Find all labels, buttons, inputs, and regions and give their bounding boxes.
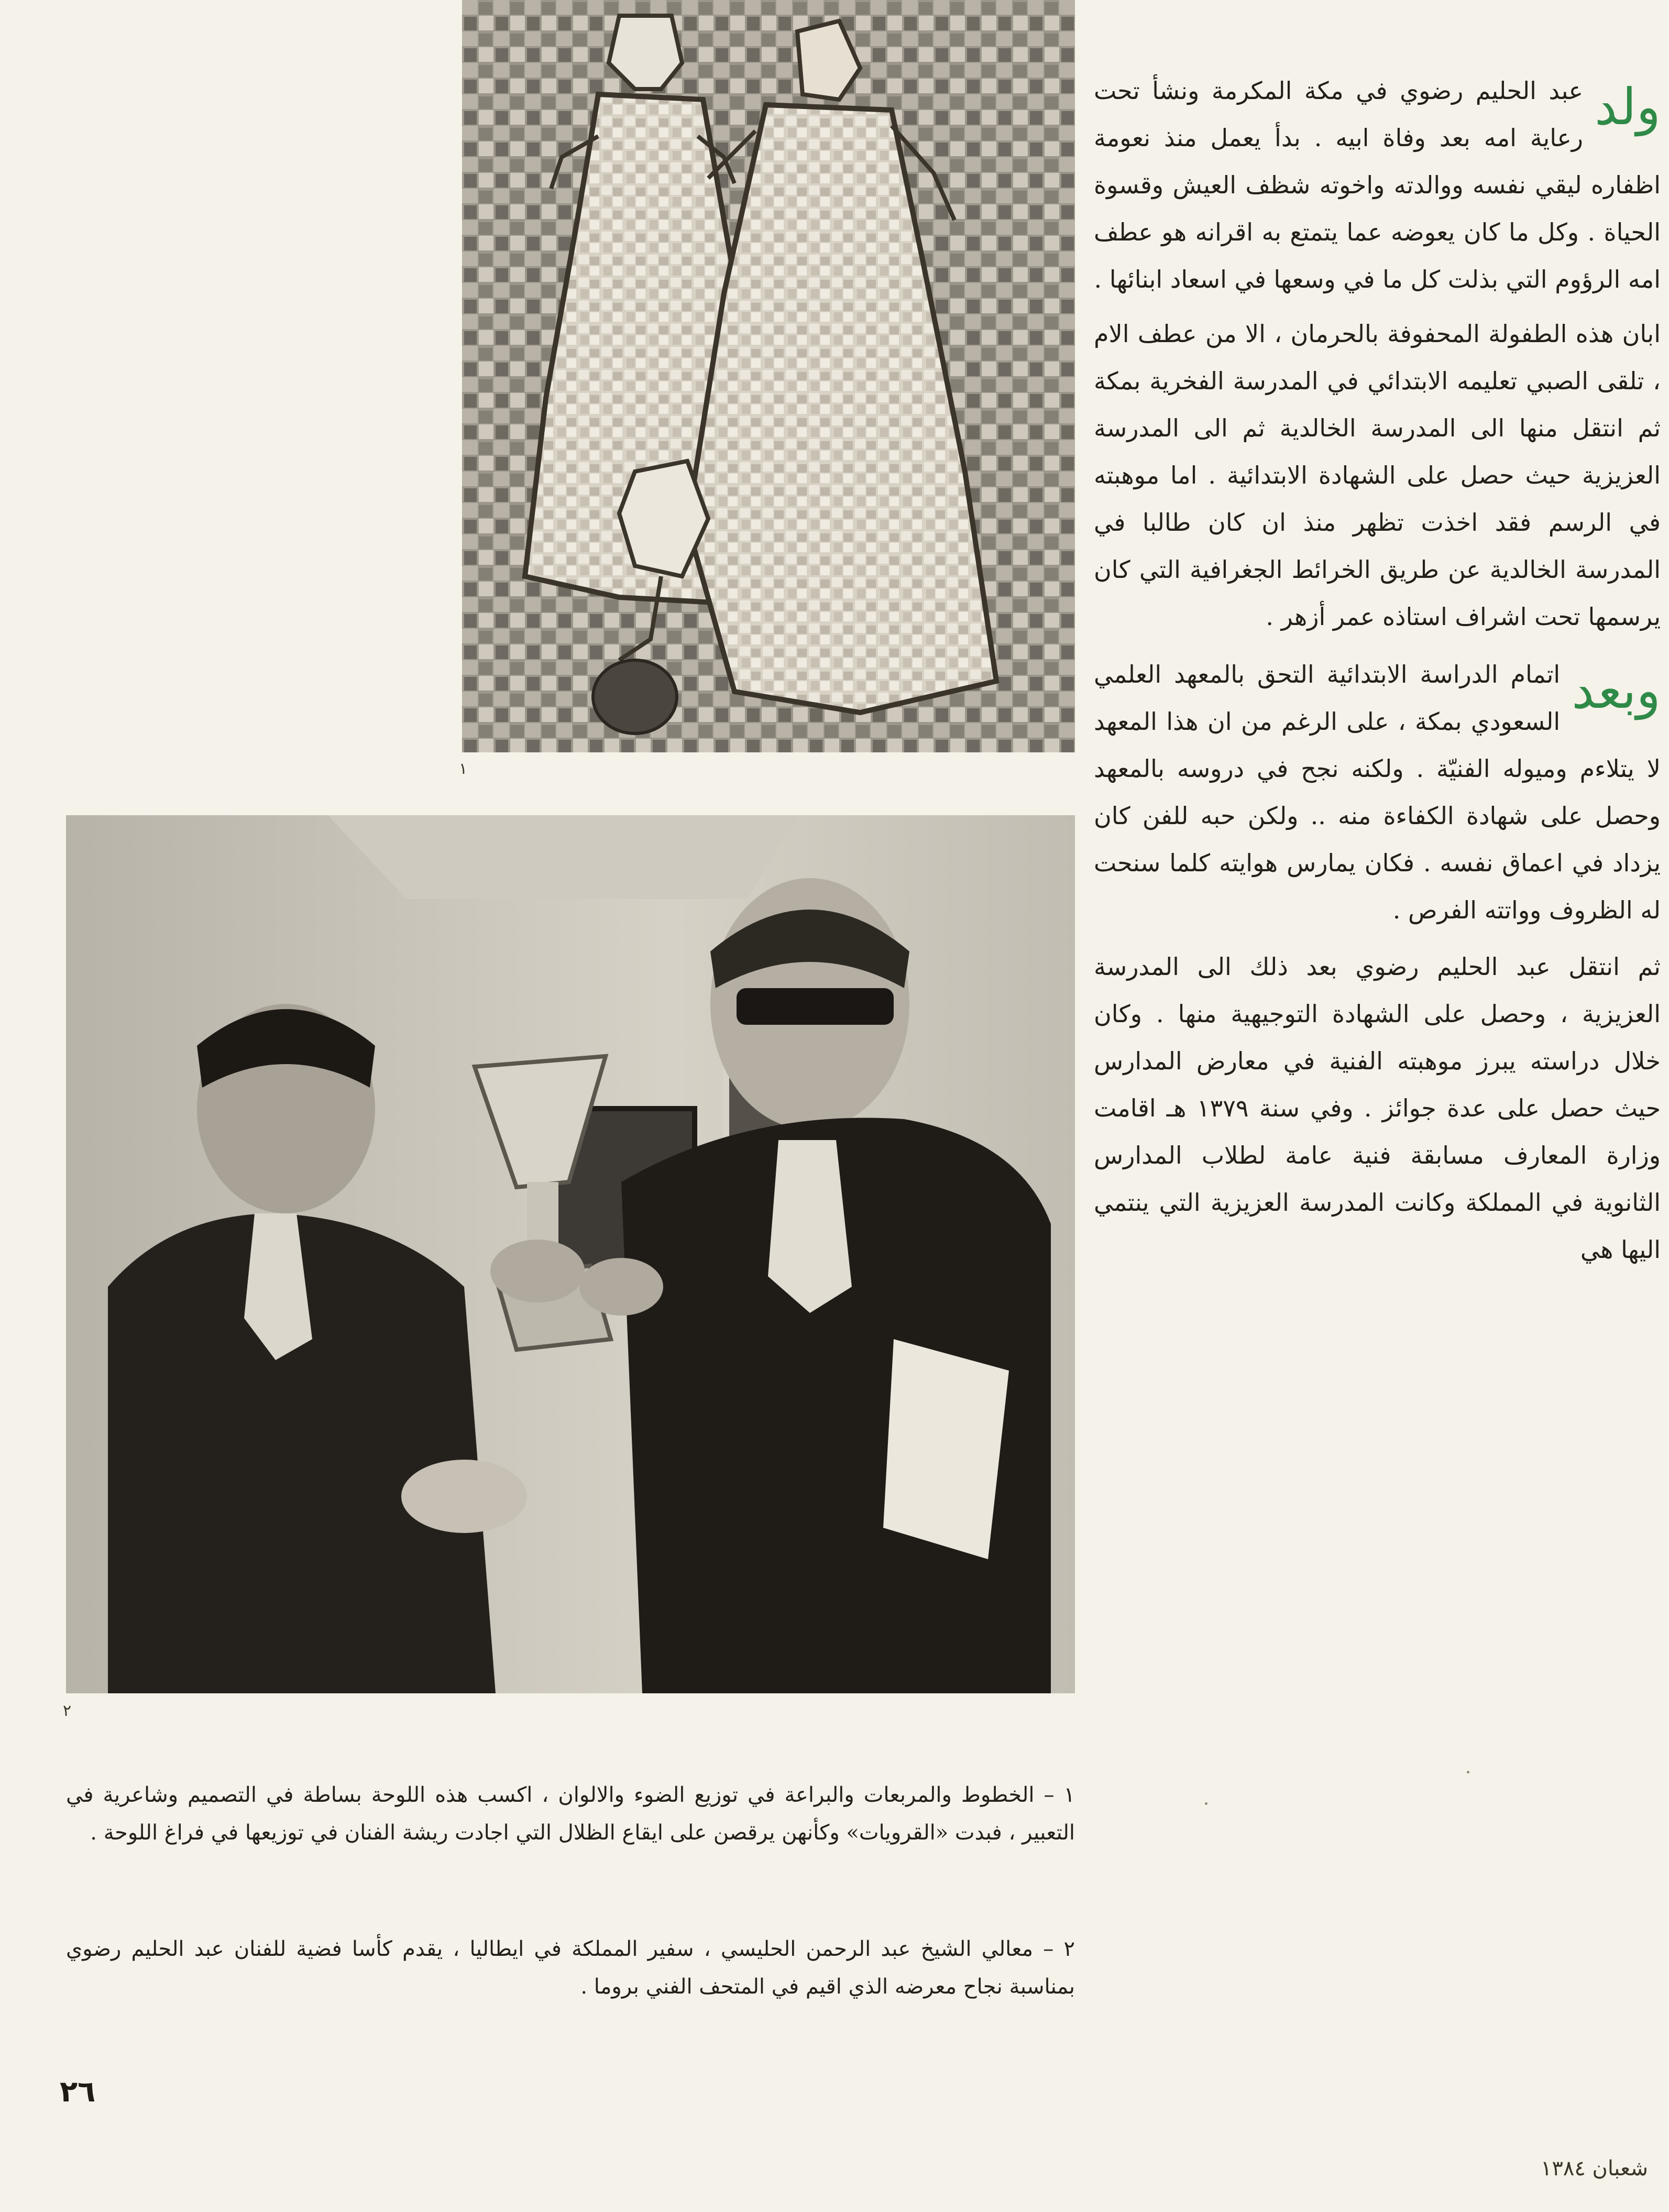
photo-2-number: ٢ [63, 1702, 72, 1720]
photo-1-number: ١ [459, 760, 468, 778]
article-paragraph-2 [1094, 310, 1661, 640]
paragraph-4-text: ثم انتقل عبد الحليم رضوي بعد ذلك الى المدرسة العزيزية ، وحصل على الشهادة التوجيهية منها . وكان خلال دراسته يبرز موهبته الفنية في معارض المدارس حيث حصل على عدة جوائز . وفي سنة ١٣٧٩ هـ اقامت وزارة المعارف مسابقة فنية عامة لطلاب المدارس الثانوية في المملكة وكانت المدرسة العزيزية التي ينتمي اليها هي [1094, 952, 1661, 1264]
article-paragraph-4 [1094, 943, 1661, 1273]
paragraph-1-text: عبد الحليم رضوي في مكة المكرمة ونشأ تحت رعاية امه بعد وفاة ابيه . بدأ يعمل منذ نعومة اظفاره ليقي نفسه ووالدته واخوته شظف العيش وقسوة الحياة . وكل ما كان يعوضه عما يتمتع به اقرانه هو عطف امه الرؤوم التي بذلت كل ما في وسعها في اسعاد ابنائها . [1094, 76, 1661, 293]
trophy-presentation-photo [66, 815, 1075, 1693]
painting-illustration [462, 0, 1075, 752]
scan-speck [1205, 1802, 1207, 1805]
painting-photo [462, 0, 1075, 752]
article-body [1094, 67, 1661, 1278]
page-number: ٢٦ [60, 2075, 96, 2109]
paragraph-2-text: ابان هذه الطفولة المحفوفة بالحرمان ، الا من عطف الام ، تلقى الصبي تعليمه الابتدائي في المدرسة الفخرية بمكة ثم انتقل منها الى المدرسة الخالدية ثم الى المدرسة العزيزية حيث حصل على الشهادة الابتدائية . اما موهبته في الرسم فقد اخذت تظهر منذ ان كان طالبا في المدرسة الخالدية عن طريق الخرائط الجغرافية التي كان يرسمها تحت اشراف استاذه عمر أزهر . [1094, 320, 1661, 631]
caption-photo-1: ١ – الخطوط والمربعات والبراعة في توزيع الضوء والالوان ، اكسب هذه اللوحة بساطة في التصميم وشاعرية في التعبير ، فبدت «القرويات» وكأنهن يرقصن على ايقاع الظلال التي اجادت ريشة الفنان في توزيعها في فراغ اللوحة . [66, 1783, 1075, 1845]
drop-word-2: وبعد [1572, 661, 1661, 720]
drop-word-1: ولد [1595, 78, 1661, 136]
paragraph-3-text: اتمام الدراسة الابتدائية التحق بالمعهد العلمي السعودي بمكة ، على الرغم من ان هذا المعهد لا يتلاءم وميوله الفنيّة . ولكنه نجح في دروسه بالمعهد وحصل على شهادة الكفاءة منه .. ولكن حبه للفن كان يزداد في اعماق نفسه . فكان يمارس هوايته كلما سنحت له الظروف وواتته الفرص . [1094, 660, 1661, 924]
article-paragraph-3 [1094, 651, 1661, 934]
caption-photo-2: ٢ – معالي الشيخ عبد الرحمن الحليسي ، سفير المملكة في ايطاليا ، يقدم كأسا فضية للفنان عبد الحليم رضوي بمناسبة نجاح معرضه الذي اقيم في المتحف الفني بروما . [66, 1937, 1075, 1999]
issue-date-footer: شعبان ١٣٨٤ [1540, 2156, 1648, 2181]
trophy-presentation-illustration [66, 815, 1075, 1693]
article-paragraph-1 [1094, 67, 1661, 303]
scan-speck [1467, 1771, 1469, 1773]
